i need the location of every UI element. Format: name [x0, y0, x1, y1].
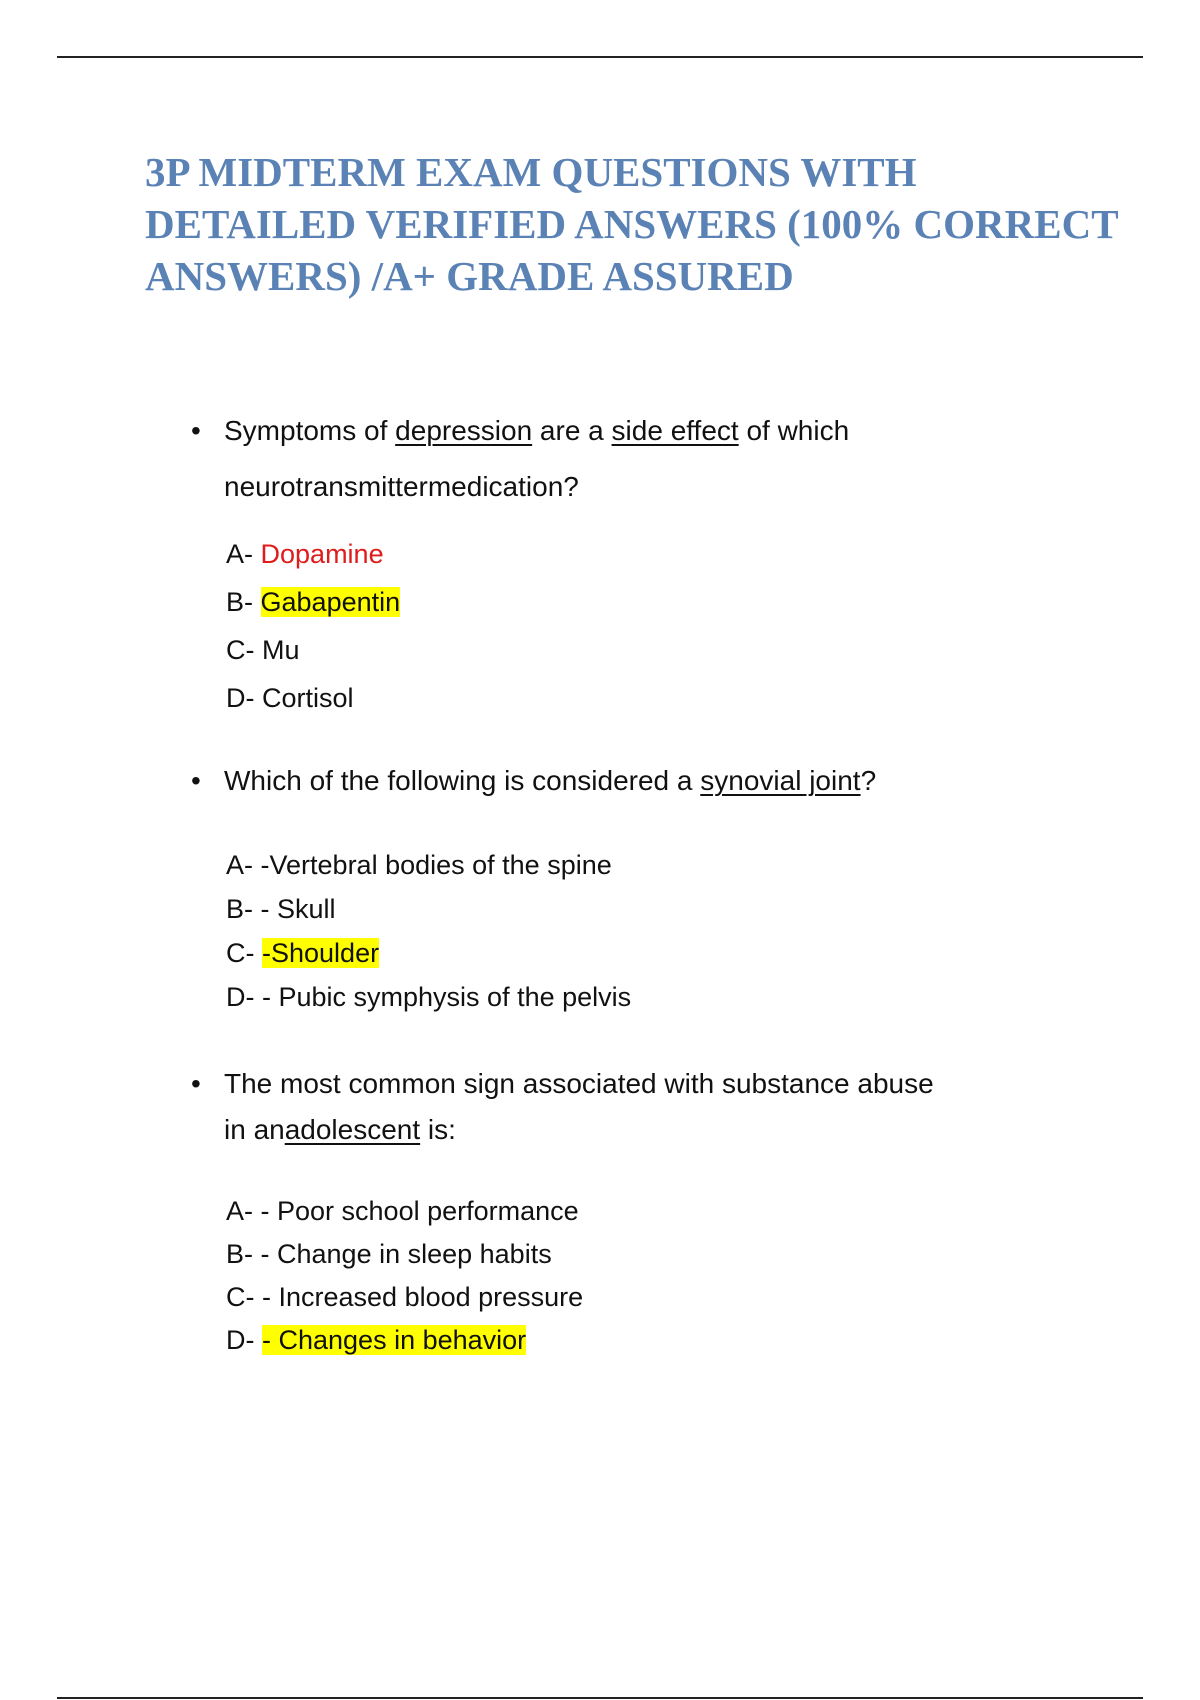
option-b [226, 887, 631, 931]
question-text-segment: ? [860, 765, 877, 796]
option-text: - Increased blood pressure [262, 1282, 584, 1312]
document-title [145, 146, 1200, 302]
option-letter: A- [226, 850, 261, 880]
option-text-highlighted: -Shoulder [262, 938, 380, 968]
question-text-segment: The most common sign associated with substance abuse [224, 1068, 934, 1099]
option-letter: C- [226, 635, 262, 665]
question-text-segment: is: [420, 1114, 456, 1145]
option-text-red: Dopamine [260, 539, 384, 569]
option-letter: D- [226, 683, 262, 713]
question-1 [191, 403, 1071, 515]
title-line-1: 3P MIDTERM EXAM QUESTIONS WITH [145, 149, 917, 195]
option-a [226, 530, 400, 578]
top-rule [57, 56, 1143, 58]
option-text: - Skull [260, 894, 336, 924]
underlined-term: adolescent [284, 1114, 421, 1145]
underlined-term: depression [395, 415, 533, 446]
option-letter: A- [226, 539, 261, 569]
question-text-segment: Which of the following is considered a [224, 765, 701, 796]
question-text-segment: are a [532, 415, 612, 446]
question-text-segment: neurotransmittermedication? [224, 471, 579, 502]
question-text-segment: Symptoms of [224, 415, 396, 446]
question-3-text [224, 1061, 1071, 1153]
question-2 [191, 753, 1071, 809]
question-1-options [226, 530, 400, 722]
option-text-highlighted: Gabapentin [260, 587, 401, 617]
option-letter: D- [226, 982, 262, 1012]
question-3 [191, 1061, 1071, 1153]
title-line-2: DETAILED VERIFIED ANSWERS (100% CORRECT [145, 201, 1119, 247]
option-letter: D- [226, 1325, 262, 1355]
option-letter: B- [226, 1239, 261, 1269]
bullet-icon: • [191, 765, 201, 796]
option-letter: B- [226, 894, 261, 924]
option-text: - Change in sleep habits [260, 1239, 552, 1269]
question-1-text [224, 403, 1071, 515]
question-text-segment: in an [224, 1114, 285, 1145]
option-text: - Poor school performance [260, 1196, 579, 1226]
option-d [226, 674, 400, 722]
bullet-icon: • [191, 1068, 201, 1099]
option-letter: A- [226, 1196, 261, 1226]
option-text: -Vertebral bodies of the spine [260, 850, 612, 880]
option-c [226, 1276, 583, 1319]
option-a [226, 1190, 583, 1233]
option-text: - Pubic symphysis of the pelvis [262, 982, 632, 1012]
option-c [226, 931, 631, 975]
title-line-3: ANSWERS) /A+ GRADE ASSURED [145, 253, 794, 299]
option-text: Mu [262, 635, 300, 665]
option-a [226, 843, 631, 887]
option-b [226, 1233, 583, 1276]
question-3-options [226, 1190, 583, 1362]
question-text-segment: of which [738, 415, 850, 446]
option-text-highlighted: - Changes in behavior [262, 1325, 527, 1355]
option-c [226, 626, 400, 674]
option-letter: C- [226, 938, 262, 968]
question-2-options [226, 843, 631, 1019]
option-d [226, 1319, 583, 1362]
underlined-term: side effect [611, 415, 739, 446]
question-2-text [224, 753, 1071, 809]
option-letter: C- [226, 1282, 262, 1312]
option-b [226, 578, 400, 626]
option-letter: B- [226, 587, 261, 617]
option-text: Cortisol [262, 683, 354, 713]
underlined-term: synovial joint [700, 765, 861, 796]
option-d [226, 975, 631, 1019]
bottom-rule [57, 1697, 1143, 1699]
bullet-icon: • [191, 415, 201, 446]
